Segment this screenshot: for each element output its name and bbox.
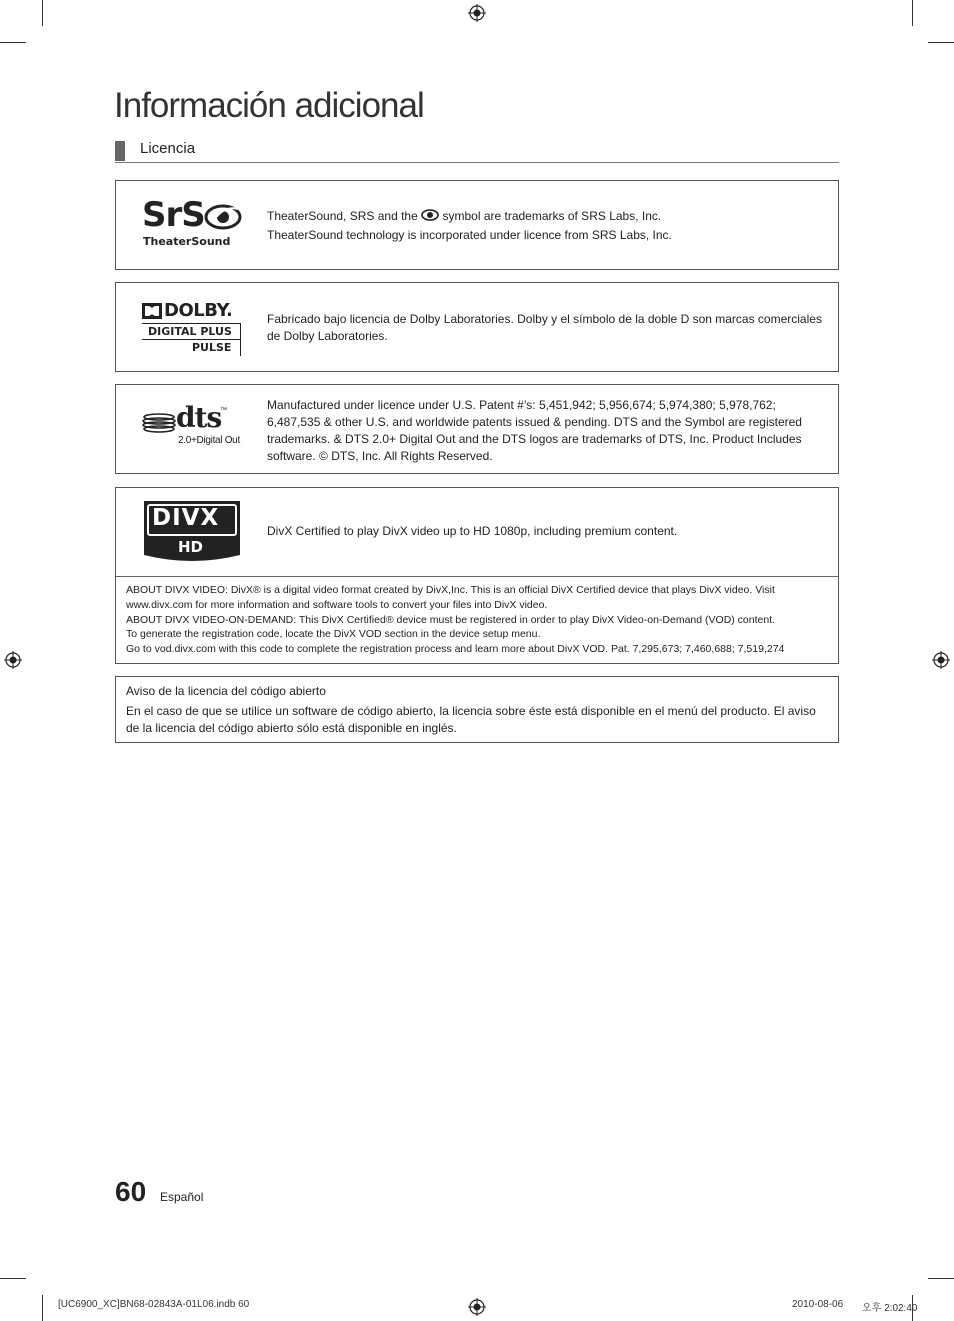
dolby-logo [142,302,242,356]
divx-logo-text: DIVX [152,505,220,531]
dts-logo-text: dts [176,401,222,434]
dolby-license-text: Fabricado bajo licencia de Dolby Laboratories. Dolby y el símbolo de la doble D son marcas comerciales de Dolby Laboratories. [267,312,822,343]
srs-line-1-end: symbol are trademarks of SRS Labs, Inc. [442,209,662,223]
dts-logo-tm: ™ [220,407,227,414]
dts-license-text: Manufactured under licence under U.S. Patent #’s: 5,451,942; 5,956,674; 5,974,380; 5,978,762; 6,487,535 & other U.S. and worldwide patents issued & pending. DTS and the Symbol are registered trademarks. & DTS 2.0+ Digital Out and the DTS logos are trademarks of DTS, Inc. Product Includes software. © DTS, Inc. All Rights Reserved. [267,398,802,463]
divx-divider [116,576,838,577]
divx-about-paragraph: ABOUT DIVX VIDEO: DivX® is a digital video format created by DivX,Inc. This is an official DivX Certified device that plays DivX video. Visit www.divx.com for more information and software tools to convert your files into DivX video. [126,584,775,611]
crop-mark [928,1278,954,1279]
divx-about-paragraph: Go to vod.divx.com with this code to complete the registration process and learn more about DivX VOD. Pat. 7,295,673; 7,460,688; 7,519,274 [126,643,785,656]
dolby-logo-digital-plus: DIGITAL PLUS [148,325,232,338]
srs-symbol-icon [421,209,439,221]
srs-line-1-start: TheaterSound, SRS and the [267,209,418,223]
srs-logo-subtext: TheaterSound [143,235,231,248]
divx-about-paragraph: ABOUT DIVX VIDEO-ON-DEMAND: This DivX Certified® device must be registered in order to play DivX Video-on-Demand (VOD) content. [126,613,776,626]
open-source-text: En el caso de que se utilice un software de código abierto, la licencia sobre éste está disponible en el menú del producto. El aviso de la licencia del código abierto sólo está disponible en inglés. [126,704,816,735]
section-title: Licencia [140,140,196,157]
dolby-logo-text: DOLBY. [164,300,233,321]
srs-logo-text: SrS [142,195,205,235]
page-language: Español [160,1190,204,1204]
registration-mark-icon [468,1298,486,1316]
print-slug-file: [UC6900_XC]BN68-02843A-01L06.indb 60 [58,1299,250,1310]
dts-coil-icon [142,413,176,435]
print-slug-time: 오후 2:02:40 [862,1303,918,1314]
page-title: Información adicional [114,86,424,125]
crop-mark [912,0,913,26]
license-box-dolby [115,282,839,372]
dolby-logo-rule [142,339,241,340]
divx-logo-hd: HD [178,538,204,556]
page-number: 60 [115,1176,147,1207]
section-divider [115,162,839,163]
dolby-logo-rule [240,324,241,356]
srs-line-1 [267,208,832,225]
divx-hd-logo [142,499,242,565]
license-box-srs [115,180,839,270]
crop-mark [0,1278,26,1279]
crop-mark [42,1295,43,1321]
registration-mark-icon [4,651,22,669]
registration-mark-icon [932,651,950,669]
divx-about-paragraph: To generate the registration code, locate the DivX VOD section in the device setup menu. [126,628,541,641]
dts-logo-subtext: 2.0+Digital Out [178,435,240,446]
print-slug-date: 2010-08-06 [792,1299,844,1310]
license-box-open-source [115,676,839,743]
dolby-double-d-icon [142,303,162,319]
registration-mark-icon [468,4,486,22]
divx-license-text: DivX Certified to play DivX video up to HD 1080p, including premium content. [267,524,678,538]
srs-line-2: TheaterSound technology is incorporated under licence from SRS Labs, Inc. [267,228,672,242]
srs-license-text [267,208,832,244]
section-marker [115,141,125,161]
dolby-logo-pulse: PULSE [192,341,232,354]
crop-mark [42,0,43,26]
license-box-dts [115,384,839,474]
dolby-logo-rule [142,323,241,324]
open-source-heading: Aviso de la licencia del código abierto [126,684,326,698]
srs-logo [142,195,244,249]
license-box-divx [115,487,839,664]
dts-logo [142,401,244,449]
crop-mark [0,42,26,43]
crop-mark [928,42,954,43]
srs-eye-icon [204,203,242,231]
divx-about-text [126,583,831,657]
